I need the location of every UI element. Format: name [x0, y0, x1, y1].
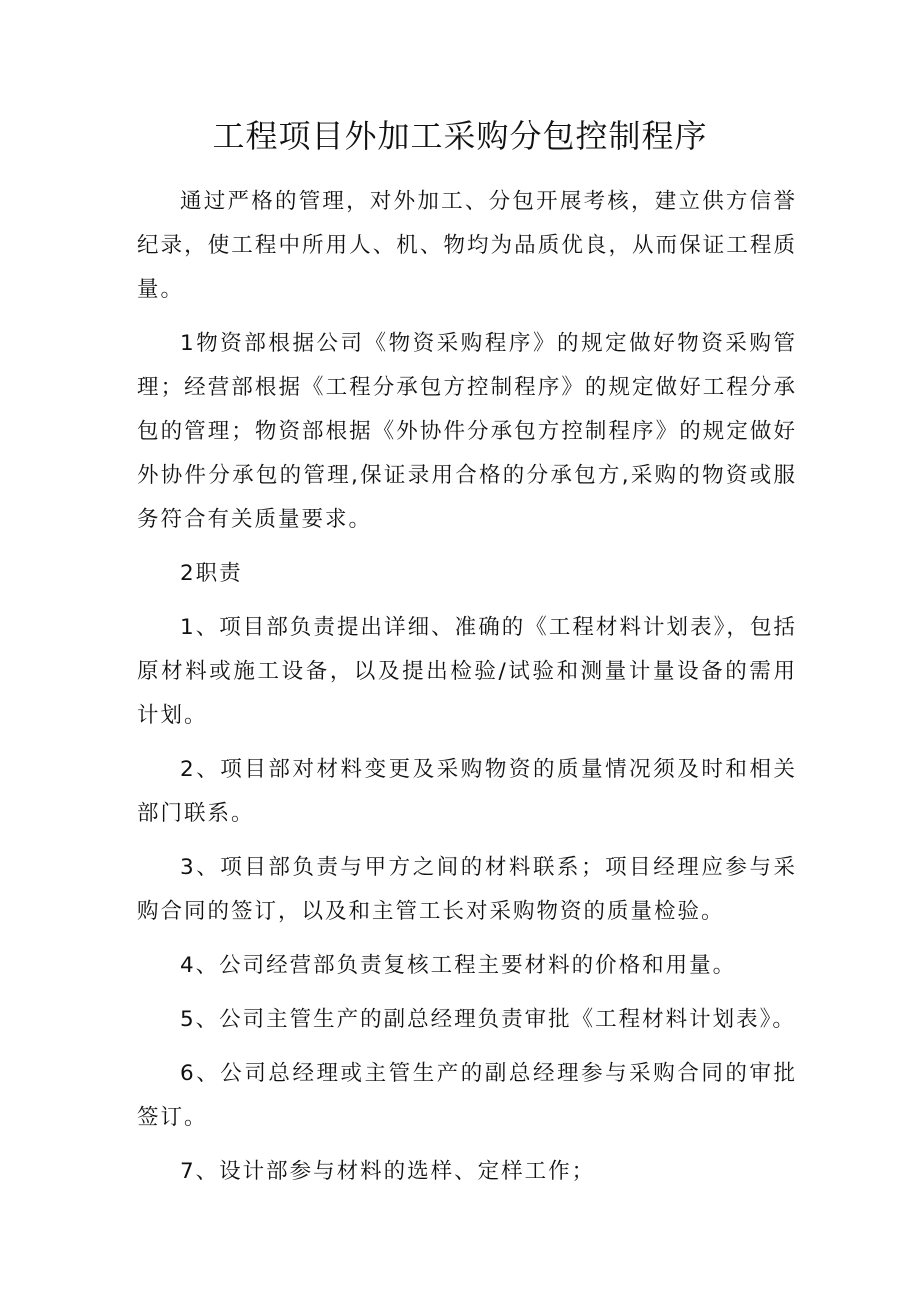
paragraph-duty-5: 5、公司主管生产的副总经理负责审批《工程材料计划表》。 — [180, 1007, 796, 1032]
document-body — [137, 180, 797, 1204]
paragraph-duty-2: 2、项目部对材料变更及采购物资的质量情况须及时和相关部门联系。 — [137, 757, 797, 826]
paragraph-duty-7: 7、设计部参与材料的选样、定样工作； — [180, 1159, 596, 1184]
document-title: 工程项目外加工采购分包控制程序 — [212, 117, 708, 155]
paragraph-duty-6: 6、公司总经理或主管生产的副总经理参与采购合同的审批签订。 — [137, 1061, 797, 1130]
paragraph-intro: 通过严格的管理，对外加工、分包开展考核，建立供方信誉纪录，使工程中所用人、机、物均为品质优良，从而保证工程质量。 — [137, 189, 797, 302]
paragraph-duty-3: 3、项目部负责与甲方之间的材料联系；项目经理应参与采购合同的签订，以及和主管工长对采购物资的质量检验。 — [137, 855, 797, 924]
paragraph-duty-1: 1、项目部负责提出详细、准确的《工程材料计划表》，包括原材料或施工设备，以及提出检验/试验和测量计量设备的需用计划。 — [137, 615, 797, 728]
paragraph-duty-4: 4、公司经营部负责复核工程主要材料的价格和用量。 — [180, 953, 737, 978]
paragraph-section-1: 1物资部根据公司《物资采购程序》的规定做好物资采购管理；经营部根据《工程分承包方控制程序》的规定做好工程分承包的管理；物资部根据《外协件分承包方控制程序》的规定做好外协件分承包的管理,保证录用合格的分承包方,采购的物资或服务符合有关质量要求。 — [137, 331, 797, 532]
heading-responsibilities: 2职责 — [180, 561, 243, 586]
